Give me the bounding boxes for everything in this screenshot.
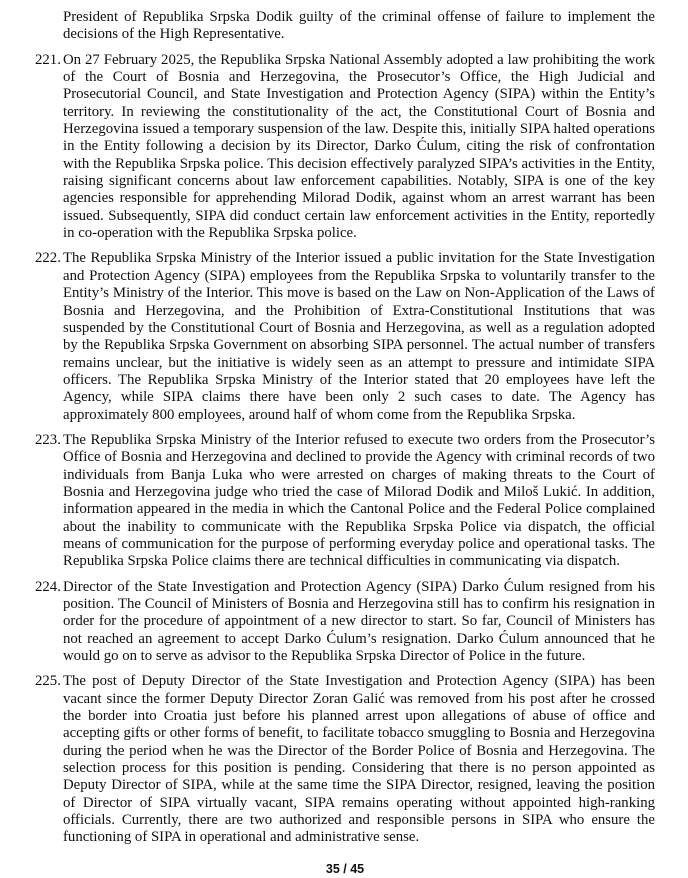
paragraph-225 [35, 673, 655, 846]
paragraph-text: On 27 February 2025, the Republika Srpska National Assembly adopted a law prohibiting the work of the Court of Bosnia and Herzegovina, the Prosecutor’s Office, the High Judicial and Prosecutorial Council, and State Investigation and Protection Agency (SIPA) within the Entity’s territory. In reviewing the constitutionality of the act, the Constitutional Court of Bosnia and Herzegovina issued a temporary suspension of the law. Despite this, initially SIPA halted operations in the Entity following a decision by its Director, Darko Ćulum, citing the risk of confrontation with the Republika Srpska police. This decision effectively paralyzed SIPA’s activities in the Entity, raising significant concerns about law enforcement capabilities. Notably, SIPA is one of the key agencies responsible for apprehending Milorad Dodik, against whom an arrest warrant has been issued. Subsequently, SIPA did conduct certain law enforcement activities in the Entity, reportedly in co-operation with the Republika Srpska police. [63, 51, 655, 242]
paragraph-text: The Republika Srpska Ministry of the Interior refused to execute two orders from the Prosecutor’s Office of Bosnia and Herzegovina and declined to provide the Agency with criminal records of two individuals from Banja Luka who were arrested on charges of making threats to the Court of Bosnia and Herzegovina judge who tried the case of Milorad Dodik and Miloš Lukić. In addition, information appeared in the media in which the Cantonal Police and the Federal Police complained about the inability to communicate with the Republika Srpska Police via dispatch, the official means of communication for the purpose of performing everyday police and operational tasks. The Republika Srpska Police claims there are technical difficulties in communicating via dispatch. [63, 431, 655, 570]
paragraph-continuation [35, 9, 655, 44]
paragraph-number: 225. [35, 673, 61, 690]
paragraph-text: The Republika Srpska Ministry of the Interior issued a public invitation for the State Investigation and Protection Agency (SIPA) employees from the Republika Srpska to voluntarily transfer to the Entity’s Ministry of the Interior. This move is based on the Law on Non-Application of the Laws of Bosnia and Herzegovina, and the Prohibition of Extra-Constitutional Institutions that was suspended by the Constitutional Court of Bosnia and Herzegovina, as well as a regulation adopted by the Republika Srpska Government on absorbing SIPA personnel. The actual number of transfers remains unclear, but the initiative is widely seen as an attempt to pressure and intimidate SIPA officers. The Republika Srpska Ministry of the Interior stated that 20 employees have left the Agency, while SIPA claims there have been only 2 such cases to date. The Agency has approximately 800 employees, around half of whom come from the Republika Srpska. [63, 250, 655, 423]
paragraph-number: 223. [35, 431, 61, 448]
paragraph-223 [35, 432, 655, 571]
page-number: 35 / 45 [325, 861, 365, 876]
paragraph-number: 224. [35, 578, 61, 595]
paragraph-number: 221. [35, 51, 61, 68]
paragraph-text: Director of the State Investigation and Protection Agency (SIPA) Darko Ćulum resigned from his position. The Council of Ministers of Bosnia and Herzegovina still has to confirm his resignation in order for the procedure of appointment of a new director to start. So far, Council of Ministers has not reached an agreement to accept Darko Ćulum’s resignation. Darko Ćulum announced that he would go on to serve as advisor to the Republika Srpska Director of Police in the future. [63, 578, 655, 665]
paragraph-text: President of Republika Srpska Dodik guilty of the criminal offense of failure to implement the decisions of the High Representative. [63, 9, 655, 43]
paragraph-221 [35, 52, 655, 243]
paragraph-222 [35, 250, 655, 423]
paragraph-text: The post of Deputy Director of the State Investigation and Protection Agency (SIPA) has been vacant since the former Deputy Director Zoran Galić was removed from his post after he crossed the border into Croatia just before his planned arrest upon allegations of abuse of office and accepting gifts or other forms of benefit, to facilitate tobacco smuggling to Bosnia and Herzegovina during the period when he was the Director of the Border Police of Bosnia and Herzegovina. The selection process for this position is pending. Considering that there is no person appointed as Deputy Director of SIPA, while at the same time the SIPA Director, resigned, leaving the position of Director of SIPA virtually vacant, SIPA remains operating without appointed high-ranking officials. Currently, there are two authorized and responsible persons in SIPA who ensure the functioning of SIPA in operational and administrative sense. [63, 673, 655, 846]
paragraph-224 [35, 579, 655, 666]
paragraph-number: 222. [35, 250, 61, 267]
